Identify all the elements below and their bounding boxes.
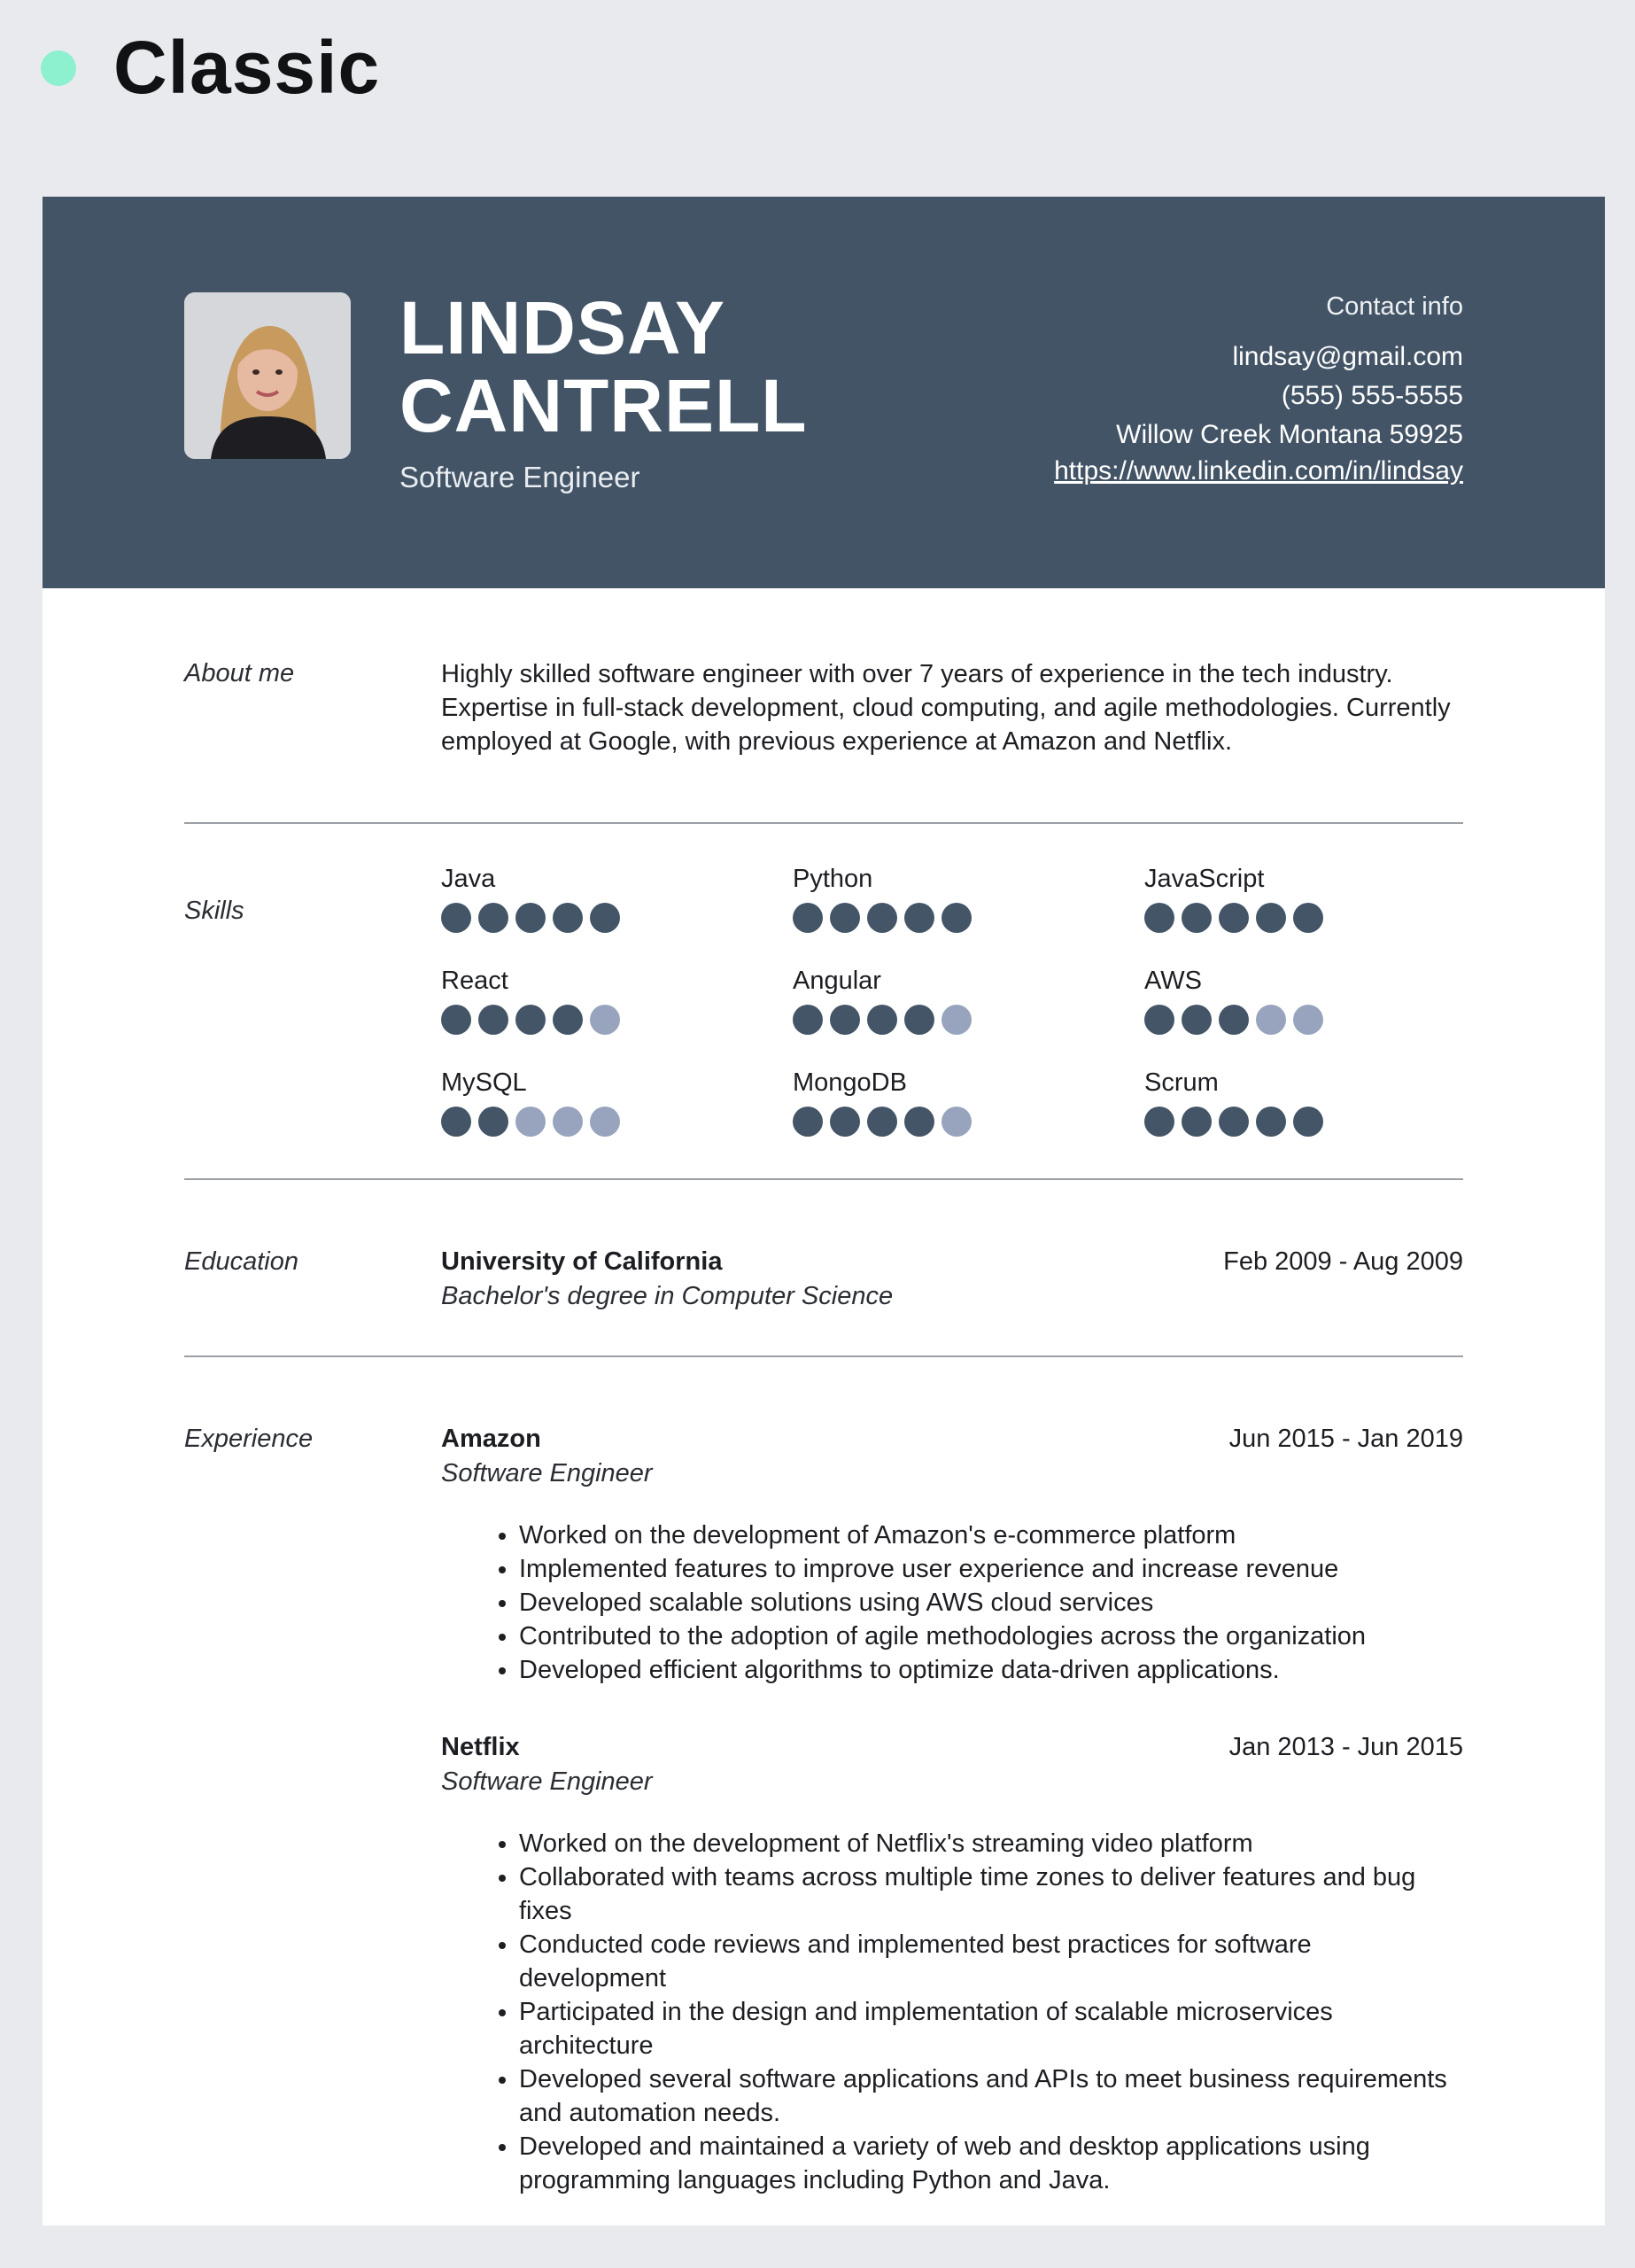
skill-item (793, 1068, 1144, 1137)
skill-item (441, 967, 793, 1035)
skills-section (184, 824, 1463, 1180)
rating-dot-filled (867, 903, 897, 933)
rating-dot-filled (553, 903, 583, 933)
list-item: • Developed several software applications and APIs to meet business requirements and automation needs. (519, 2062, 1463, 2130)
list-item: • Worked on the development of Netflix's streaming video platform (519, 1827, 1463, 1860)
rating-dot-empty (1256, 1005, 1286, 1035)
rating-dot-filled (1182, 1005, 1212, 1035)
skill-item (441, 1068, 793, 1137)
skill-name: AWS (1144, 967, 1202, 995)
skill-rating (793, 1005, 1144, 1035)
skill-item (1144, 1068, 1499, 1137)
contact-heading: Contact info (1326, 292, 1463, 321)
skill-name: JavaScript (1144, 865, 1265, 893)
rating-dot-filled (830, 1107, 860, 1137)
rating-dot-filled (1219, 1005, 1249, 1035)
last-name: CANTRELL (399, 364, 808, 447)
skill-name: MongoDB (793, 1068, 907, 1097)
job-dates: Jan 2013 - Jun 2015 (1228, 1733, 1463, 1761)
rating-dot-filled (941, 903, 972, 933)
school-name: University of California (441, 1247, 723, 1276)
job-bullets (441, 1827, 1463, 2197)
resume-header (43, 197, 1605, 588)
education-section (184, 1180, 1463, 1357)
rating-dot-empty (553, 1107, 583, 1137)
rating-dot-filled (1256, 903, 1286, 933)
skill-item (1144, 865, 1499, 933)
section-label-experience: Experience (184, 1425, 314, 1453)
job-title: Software Engineer (399, 461, 640, 493)
list-item: • Developed efficient algorithms to optimize data-driven applications. (519, 1653, 1463, 1687)
rating-dot-filled (515, 903, 546, 933)
skill-rating (441, 1107, 793, 1137)
rating-dot-filled (441, 1005, 471, 1035)
rating-dot-filled (1293, 1107, 1323, 1137)
rating-dot-filled (1144, 1107, 1174, 1137)
rating-dot-filled (478, 1107, 508, 1137)
skill-name: Python (793, 865, 873, 893)
skill-name: Angular (793, 967, 881, 995)
linkedin-link[interactable]: https://www.linkedin.com/in/lindsay (1054, 456, 1463, 485)
list-item: • Worked on the development of Amazon's e-commerce platform (519, 1518, 1463, 1552)
section-label-about: About me (184, 659, 295, 687)
rating-dot-filled (441, 903, 471, 933)
rating-dot-filled (867, 1005, 897, 1035)
list-item: • Developed and maintained a variety of web and desktop applications using programming languages including Python and Java. (519, 2130, 1463, 2197)
rating-dot-filled (830, 903, 860, 933)
job-dates: Jun 2015 - Jan 2019 (1228, 1425, 1463, 1453)
skill-name: Java (441, 865, 496, 893)
rating-dot-filled (1256, 1107, 1286, 1137)
skill-item (793, 865, 1144, 933)
rating-dot-filled (1182, 1107, 1212, 1137)
rating-dot-empty (1293, 1005, 1323, 1035)
skill-rating (441, 1005, 793, 1035)
rating-dot-filled (793, 1005, 823, 1035)
skill-name: React (441, 967, 508, 995)
experience-section (184, 1357, 1463, 2197)
degree: Bachelor's degree in Computer Science (441, 1282, 894, 1310)
skill-rating (793, 903, 1144, 933)
rating-dot-filled (904, 1107, 934, 1137)
list-item: • Developed scalable solutions using AWS cloud services (519, 1586, 1463, 1619)
section-label-education: Education (184, 1247, 298, 1276)
education-dates: Feb 2009 - Aug 2009 (1223, 1247, 1463, 1276)
contact-address: Willow Creek Montana 59925 (1116, 420, 1463, 449)
contact-email: lindsay@gmail.com (1232, 342, 1463, 371)
company-name: Amazon (441, 1425, 541, 1453)
avatar (184, 292, 351, 459)
job-bullets (441, 1518, 1463, 1687)
rating-dot-filled (478, 1005, 508, 1035)
contact-info (1038, 292, 1463, 488)
rating-dot-filled (793, 1107, 823, 1137)
rating-dot-filled (441, 1107, 471, 1137)
rating-dot-empty (515, 1107, 546, 1137)
rating-dot-filled (1182, 903, 1212, 933)
rating-dot-filled (867, 1107, 897, 1137)
contact-phone: (555) 555-5555 (1281, 381, 1463, 410)
job-role: Software Engineer (441, 1767, 653, 1796)
rating-dot-filled (478, 903, 508, 933)
rating-dot-filled (1144, 1005, 1174, 1035)
skill-rating (793, 1107, 1144, 1137)
skill-rating (1144, 1107, 1499, 1137)
section-label-skills: Skills (184, 897, 244, 925)
company-name: Netflix (441, 1733, 520, 1761)
skill-item (793, 967, 1144, 1035)
rating-dot-filled (1219, 903, 1249, 933)
rating-dot-filled (904, 903, 934, 933)
list-item: • Collaborated with teams across multiple time zones to deliver features and bug fixes (519, 1860, 1463, 1928)
skill-rating (441, 903, 793, 933)
rating-dot-filled (1219, 1107, 1249, 1137)
skill-name: Scrum (1144, 1068, 1219, 1097)
skill-name: MySQL (441, 1068, 527, 1097)
about-text: Highly skilled software engineer with over 7 years of experience in the tech industry. Expertise in full-stack development, cloud computing, and agile methodologies. Currently employed at Google, with previous experience at Amazon and Netflix. (441, 660, 1451, 756)
skill-item (1144, 967, 1499, 1035)
list-item: • Participated in the design and implementation of scalable microservices architecture (519, 1995, 1463, 2062)
rating-dot-empty (590, 1005, 620, 1035)
skill-rating (1144, 1005, 1499, 1035)
rating-dot-empty (941, 1005, 972, 1035)
rating-dot-filled (830, 1005, 860, 1035)
rating-dot-filled (1293, 903, 1323, 933)
skill-rating (1144, 903, 1499, 933)
list-item: • Conducted code reviews and implemented best practices for software development (519, 1928, 1463, 1995)
list-item: • Implemented features to improve user experience and increase revenue (519, 1552, 1463, 1586)
rating-dot-filled (553, 1005, 583, 1035)
portrait-image (184, 292, 351, 459)
page-title: Classic (113, 26, 381, 109)
rating-dot-filled (793, 903, 823, 933)
about-section (184, 588, 1463, 824)
page-heading (41, 25, 380, 111)
rating-dot-empty (590, 1107, 620, 1137)
first-name: LINDSAY (399, 286, 725, 369)
name-block (399, 286, 808, 494)
job-entry (441, 1733, 1463, 2197)
accent-dot (41, 50, 76, 86)
job-role: Software Engineer (441, 1459, 653, 1487)
list-item: • Contributed to the adoption of agile methodologies across the organization (519, 1619, 1463, 1653)
skill-item (441, 865, 793, 933)
rating-dot-empty (941, 1107, 972, 1137)
rating-dot-filled (590, 903, 620, 933)
rating-dot-filled (904, 1005, 934, 1035)
skills-grid (441, 824, 1463, 1137)
jobs-list (441, 1357, 1463, 2197)
job-entry (441, 1425, 1463, 1687)
rating-dot-filled (515, 1005, 546, 1035)
rating-dot-filled (1144, 903, 1174, 933)
resume-document (43, 197, 1605, 2225)
